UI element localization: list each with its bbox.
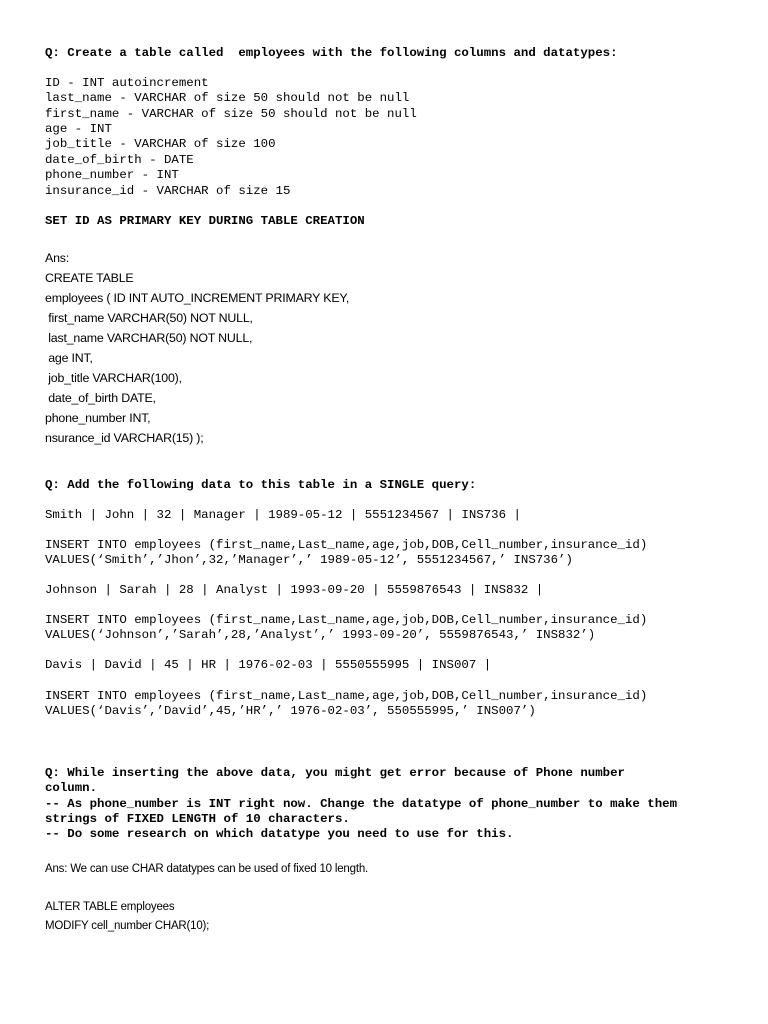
q1-column-date-of-birth: date_of_birth - DATE <box>45 153 194 167</box>
q1-column-last-name: last_name - VARCHAR of size 50 should not be null <box>45 91 410 105</box>
q2-insert-statement: INSERT INTO employees (first_name,Last_name,age,job,DOB,Cell_number,insurance_id) <box>45 689 648 703</box>
q2-insert-statement: INSERT INTO employees (first_name,Last_name,age,job,DOB,Cell_number,insurance_id) <box>45 538 648 552</box>
q1-answer-line: employees ( ID INT AUTO_INCREMENT PRIMARY KEY, <box>45 291 350 305</box>
q2-values-clause: VALUES(‘Smith’,’Jhon’,32,’Manager’,’ 1989-05-12’, 5551234567,’ INS736’) <box>45 553 573 567</box>
q3-answer: Ans: We can use CHAR datatypes can be used of fixed 10 length. <box>45 863 369 875</box>
q3-question-line: -- As phone_number is INT right now. Change the datatype of phone_number to make them <box>45 797 678 811</box>
q2-values-clause: VALUES(‘Davis’,’David’,45,’HR’,’ 1976-02-03’, 550555995,’ INS007’) <box>45 704 536 718</box>
q1-column-phone-number: phone_number - INT <box>45 168 179 182</box>
q1-answer-line: last_name VARCHAR(50) NOT NULL, <box>45 331 253 345</box>
q3-sql-line: ALTER TABLE employees <box>45 901 175 913</box>
q3-question-line: Q: While inserting the above data, you might get error because of Phone number <box>45 766 625 780</box>
q2-record-row: Smith | John | 32 | Manager | 1989-05-12 | 5551234567 | INS736 | <box>45 508 521 522</box>
q1-column-age: age - INT <box>45 122 112 136</box>
q2-record-row: Davis | David | 45 | HR | 1976-02-03 | 5550555995 | INS007 | <box>45 658 492 672</box>
q1-column-first-name: first_name - VARCHAR of size 50 should not be null <box>45 107 417 121</box>
q1-answer-line: age INT, <box>45 351 93 365</box>
q2-values-clause: VALUES(‘Johnson’,’Sarah’,28,’Analyst’,’ 1993-09-20’, 5559876543,’ INS832’) <box>45 628 596 642</box>
q1-instruction: SET ID AS PRIMARY KEY DURING TABLE CREATION <box>45 214 365 228</box>
q2-question: Q: Add the following data to this table in a SINGLE query: <box>45 478 477 492</box>
q1-answer-label: Ans: <box>45 251 69 265</box>
q2-insert-statement: INSERT INTO employees (first_name,Last_name,age,job,DOB,Cell_number,insurance_id) <box>45 613 648 627</box>
q1-column-insurance-id: insurance_id - VARCHAR of size 15 <box>45 184 291 198</box>
q1-answer-line: date_of_birth DATE, <box>45 391 156 405</box>
q1-column-job-title: job_title - VARCHAR of size 100 <box>45 137 276 151</box>
q1-question: Q: Create a table called employees with the following columns and datatypes: <box>45 46 618 60</box>
q1-answer-line: phone_number INT, <box>45 411 151 425</box>
q3-question-line: strings of FIXED LENGTH of 10 characters. <box>45 812 350 826</box>
q3-question-line: column. <box>45 781 98 795</box>
q1-answer-line: job_title VARCHAR(100), <box>45 371 182 385</box>
q3-question-line: -- Do some research on which datatype you need to use for this. <box>45 827 514 841</box>
q1-answer-line: first_name VARCHAR(50) NOT NULL, <box>45 311 253 325</box>
q1-answer-line: nsurance_id VARCHAR(15) ); <box>45 431 204 445</box>
q3-sql-line: MODIFY cell_number CHAR(10); <box>45 920 210 932</box>
q2-record-row: Johnson | Sarah | 28 | Analyst | 1993-09-20 | 5559876543 | INS832 | <box>45 583 544 597</box>
q1-answer-line: CREATE TABLE <box>45 271 134 285</box>
q1-column-id: ID - INT autoincrement <box>45 76 209 90</box>
